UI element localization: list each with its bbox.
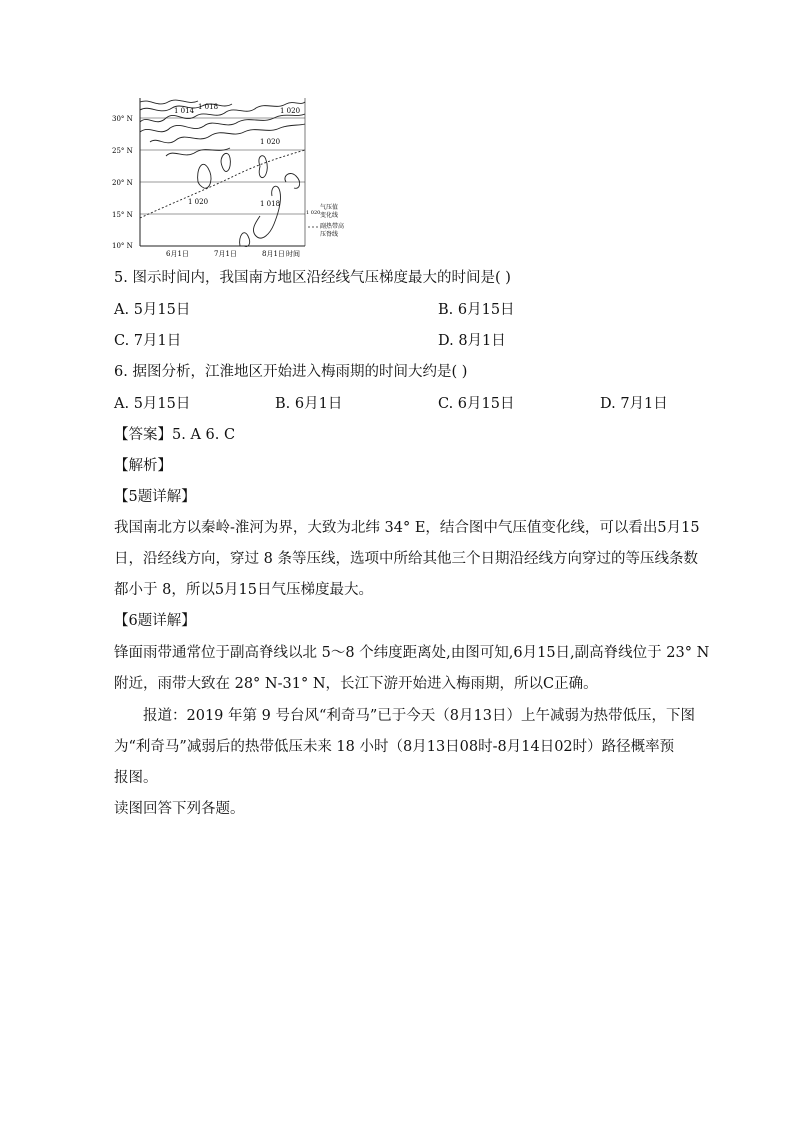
x-tick-jun1: 6月1日 [166,250,189,258]
q5-detail-heading: 【5题详解】 [114,489,196,505]
y-tick-20n: 20° N [112,179,133,187]
y-tick-25n: 25° N [112,147,133,155]
q6-detail-heading: 【6题详解】 [114,613,196,629]
isobar-label-1020-low: 1 020 [188,198,209,206]
report-line-1: 报道：2019 年第 9 号台风“利奇马”已于今天（8月13日）上午减弱为热带低压，下图 [143,708,695,724]
q6-option-b: B. 6月1日 [275,396,343,412]
q6-detail-line-1: 锋面雨带通常位于副高脊线以北 5～8 个纬度距离处,由图可知,6月15日,副高脊线位于 23° N [114,645,710,661]
legend-isobar-text-1: 气压值 [320,204,339,211]
y-tick-15n: 15° N [112,211,133,219]
answer-line: 【答案】5. A 6. C [114,427,236,443]
isobar-label-1020-mid: 1 020 [260,138,281,146]
y-tick-30n: 30° N [112,115,133,123]
subtropical-ridge-line [140,150,305,218]
legend-isobar-text-2: 变化线 [320,212,339,219]
q5-option-a: A. 5月15日 [114,302,191,318]
report-line-3: 报图。 [114,770,158,786]
q6-stem: 6. 据图分析，江淮地区开始进入梅雨期的时间大约是( ) [114,364,468,380]
q5-stem: 5. 图示时间内，我国南方地区沿经线气压梯度最大的时间是( ) [114,270,511,286]
isobar-lines [140,100,305,246]
x-axis-label: 时间 [286,250,300,258]
x-tick-jul1: 7月1日 [214,250,237,258]
isobar-label-1014: 1 014 [174,107,195,115]
legend-isobar-sample: 1 020 [306,210,321,216]
q5-option-c: C. 7月1日 [114,333,182,349]
q5-detail-line-3: 都小于 8，所以5月15日气压梯度最大。 [114,582,374,598]
legend-ridge-text-2: 压脊线 [320,231,339,238]
pressure-chart-svg [110,96,345,260]
q5-option-d: D. 8月1日 [438,333,506,349]
q6-option-c: C. 6月15日 [438,396,515,412]
x-tick-aug1: 8月1日 [262,250,285,258]
isobar-label-1018-top: 1 018 [198,103,219,111]
q5-detail-line-2: 日，沿经线方向，穿过 8 条等压线，选项中所给其他三个日期沿经线方向穿过的等压线条数 [114,551,698,567]
analysis-heading: 【解析】 [114,458,172,474]
q5-option-b: B. 6月15日 [438,302,515,318]
q5-detail-line-1: 我国南北方以秦岭-淮河为界，大致为北纬 34° E，结合图中气压值变化线，可以看出5月15 [114,520,700,536]
report-instruction: 读图回答下列各题。 [114,801,245,817]
q6-detail-line-2: 附近，雨带大致在 28° N-31° N，长江下游开始进入梅雨期，所以C正确。 [114,676,598,692]
isobar-label-1018-low: 1 018 [260,200,281,208]
pressure-chart-figure [110,96,345,260]
q6-option-a: A. 5月15日 [114,396,191,412]
q6-option-d: D. 7月1日 [600,396,668,412]
legend-ridge-text-1: 副热带高 [320,223,345,230]
y-tick-10n: 10° N [112,242,133,250]
legend [306,203,344,238]
report-line-2: 为“利奇马”减弱后的热带低压未来 18 小时（8月13日08时-8月14日02时）路径概率预 [114,739,675,755]
isobar-label-1020-top: 1 020 [280,107,301,115]
